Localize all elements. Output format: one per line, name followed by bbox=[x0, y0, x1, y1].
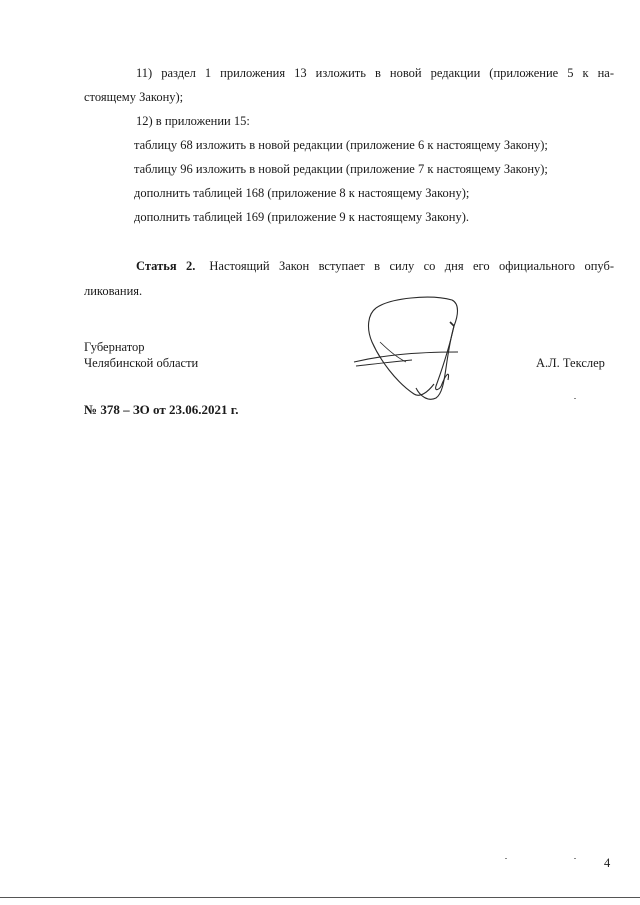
scan-speck bbox=[574, 398, 576, 399]
item-12-sub-3: дополнить таблицей 168 (приложение 8 к настоящему Закону); bbox=[134, 186, 470, 200]
article-2-text-line-2: ликования. bbox=[84, 284, 143, 298]
item-11-line-1: 11) раздел 1 приложения 13 изложить в новой редакции (приложение 5 к на- bbox=[136, 66, 614, 80]
item-12-sub-2: таблицу 96 изложить в новой редакции (приложение 7 к настоящему Закону); bbox=[134, 162, 548, 176]
item-12: 12) в приложении 15: bbox=[136, 114, 250, 128]
bottom-rule bbox=[0, 897, 640, 898]
page-number: 4 bbox=[604, 856, 611, 870]
article-2-heading: Статья 2. bbox=[136, 259, 196, 273]
article-2-line-1 bbox=[136, 258, 614, 274]
governor-title-line-2: Челябинской области bbox=[84, 356, 199, 370]
handwritten-signature bbox=[350, 292, 470, 404]
item-12-sub-4: дополнить таблицей 169 (приложение 9 к настоящему Закону). bbox=[134, 210, 469, 224]
scan-speck bbox=[505, 858, 507, 859]
item-12-sub-1: таблицу 68 изложить в новой редакции (приложение 6 к настоящему Закону); bbox=[134, 138, 548, 152]
governor-name: А.Л. Текслер bbox=[536, 356, 605, 370]
law-number: № 378 – ЗО от 23.06.2021 г. bbox=[84, 402, 239, 417]
article-2-text-line-1: Настоящий Закон вступает в силу со дня его официального опуб- bbox=[209, 259, 614, 273]
item-11-line-2: стоящему Закону); bbox=[84, 90, 184, 104]
scan-speck bbox=[574, 858, 576, 859]
governor-title-line-1: Губернатор bbox=[84, 340, 145, 354]
